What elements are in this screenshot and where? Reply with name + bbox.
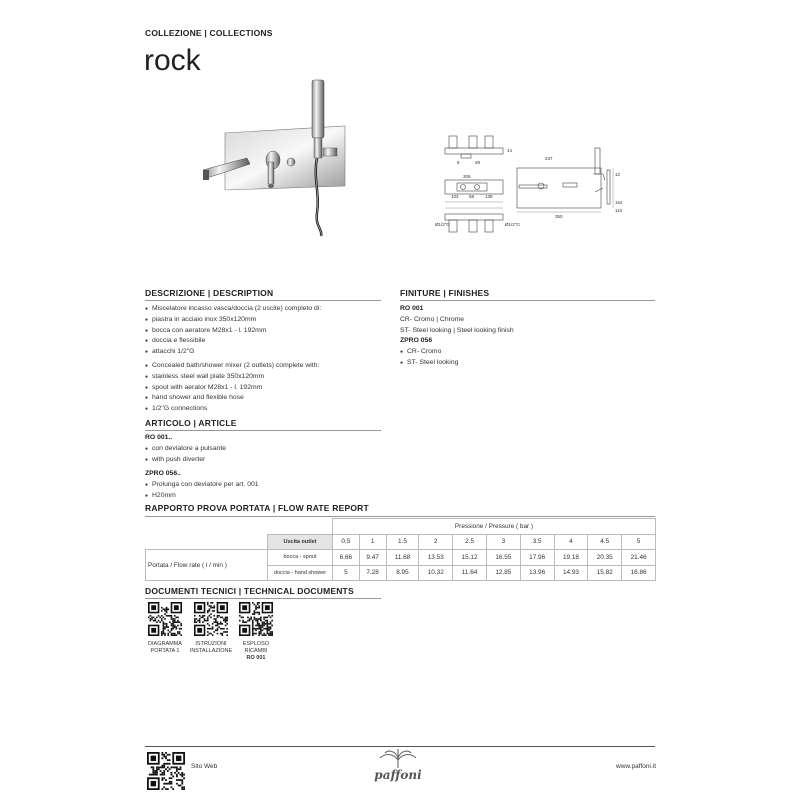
pressure-cell: 3.5 [520,534,554,550]
flow-cell: 15.12 [453,550,487,566]
documents-heading: DOCUMENTI TECNICI | TECHNICAL DOCUMENTS [145,586,354,596]
dim-162: 162 [615,200,623,205]
flow-cell: 8.95 [386,565,419,581]
description-rule [145,300,381,301]
flow-cell: 10.32 [419,565,453,581]
product-image [195,78,355,238]
site-label: Sito Web [191,763,218,770]
flow-rule [145,516,655,517]
dim-top-14: 14 [507,148,513,153]
flow-cell: 15.82 [588,565,622,581]
dim-306: 306 [463,174,471,179]
flow-cell: 16.55 [486,550,520,566]
flow-heading: RAPPORTO PROVA PORTATA | FLOW RATE REPORT [145,503,369,513]
flow-cell: 6.66 [333,550,360,566]
pressure-header: Pressione / Pressure ( bar ) [333,519,656,535]
desc-en-3: ● hand shower and flexible hose [145,393,381,404]
flow-cell: 5 [333,565,360,581]
dim-237: 237 [545,156,553,161]
pressure-cell: 0,5 [333,534,360,550]
article-line: ● Prolunga con deviatore per art. 001 [145,480,381,491]
desc-en-2: ● spout with aerator M28x1 - l. 192mm [145,383,381,394]
article-line: ● H20mm [145,491,381,502]
doc-label: ISTRUZIONI [195,641,227,647]
dim-top-8: 8 [457,160,460,165]
desc-it-2: ● bocca con aeratore M28x1 - l. 192mm [145,326,381,337]
flow-row-label: Portata / Flow rate ( l / min ) [146,550,268,581]
flow-cell: 11.68 [386,550,419,566]
pressure-cell: 4 [554,534,588,550]
flow-cell: 14.93 [554,565,588,581]
site-qr-code-icon[interactable] [147,752,185,790]
technical-drawing [435,128,635,243]
desc-it-0: ● Miscelatore incasso vasca/doccia (2 uscite) completo di: [145,304,381,315]
dim-139: 139 [485,194,493,199]
desc-en-4: ● 1/2"G connections [145,404,381,415]
brand-tree-icon [368,748,428,770]
finish-line: ● CR- Cromo [400,347,655,358]
footer-rule [145,746,655,747]
article-code-zpro056: ZPRO 056.. [145,470,181,478]
flow-cell: 17.96 [520,550,554,566]
finish-code-ro001: RO 001 [400,305,424,312]
pressure-cell: 4.5 [588,534,622,550]
pressure-cell: 1.5 [386,534,419,550]
dim-top-39: 39 [475,160,481,165]
dim-110: 110 [615,208,623,213]
flow-cell: 11.64 [453,565,487,581]
doc-label: ESPLOSO [242,641,270,647]
desc-en-0: ● Concealed bath/shower mixer (2 outlets) complete with: [145,361,381,372]
outlet-name: doccia - hand shower [268,565,333,581]
flow-cell: 16.86 [622,565,656,581]
desc-it-3: ● doccia e flessibile [145,336,381,347]
article-rule [145,430,381,431]
finishes-rule [400,300,655,301]
finish-code-zpro056: ZPRO 056 [400,337,433,345]
flow-cell: 21.46 [622,550,656,566]
doc-label: INSTALLAZIONE [189,648,233,654]
doc-label: RICAMBI [244,648,268,654]
site-url[interactable]: www.paffoni.it [616,763,656,770]
flow-cell: 20.35 [588,550,622,566]
dim-side-2: Ø1/2"G [505,222,520,227]
article-heading: ARTICOLO | ARTICLE [145,418,237,428]
pressure-cell: 2.5 [453,534,487,550]
dim-68: 68 [469,194,475,199]
finish-line: ST- Steel looking | Steel looking finish [400,326,514,334]
flow-table [145,518,656,581]
finish-line: CR- Cromo | Chrome [400,315,465,323]
flow-cell: 9.47 [359,550,386,566]
pressure-cell: 1 [359,534,386,550]
outlet-name: bocca - spout [268,550,333,566]
desc-it-4: ● attacchi 1/2"G [145,347,381,358]
qr-code-icon[interactable] [239,602,273,636]
article-line: ● with push diverter [145,455,381,466]
desc-en-1: ● stainless steel wall plate 350x120mm [145,372,381,383]
finishes-block [400,304,655,369]
qr-code-icon[interactable] [148,602,182,636]
page-title: rock [144,44,201,77]
finish-line: ● ST- Steel looking [400,358,655,369]
pressure-cell: 3 [486,534,520,550]
flow-cell: 13.96 [520,565,554,581]
doc-item[interactable] [189,602,233,655]
flow-cell: 13.53 [419,550,453,566]
finishes-heading: FINITURE | FINISHES [400,288,490,298]
doc-label: RO 001 [246,655,266,661]
doc-label: PORTATA 1 [150,648,180,654]
description-block [145,304,381,415]
brand-logo [368,748,428,788]
doc-item[interactable] [144,602,186,655]
qr-code-icon[interactable] [194,602,228,636]
article-code-ro001: RO 001.. [145,434,173,441]
dim-side-1: Ø1/2"G [435,222,450,227]
pressure-cell: 5 [622,534,656,550]
dim-350: 350 [555,214,563,219]
dim-103: 103 [451,194,459,199]
documents-rule [145,598,381,599]
flow-cell: 19.18 [554,550,588,566]
brand-name: paffoni [374,768,422,782]
doc-item[interactable] [236,602,276,662]
flow-cell: 12.85 [486,565,520,581]
article-line: ● con deviatore a pulsante [145,444,381,455]
flow-cell: 7.28 [359,565,386,581]
collections-label: COLLEZIONE | COLLECTIONS [145,28,273,38]
article-block [145,433,381,502]
pressure-cell: 2 [419,534,453,550]
outlet-header: Uscita outlet [268,534,333,550]
desc-it-1: ● piastra in acciaio inox 350x120mm [145,315,381,326]
table-row [146,550,656,566]
dim-12: 12 [615,172,621,177]
doc-label: DIAGRAMMA [148,641,182,647]
description-heading: DESCRIZIONE | DESCRIPTION [145,288,274,298]
